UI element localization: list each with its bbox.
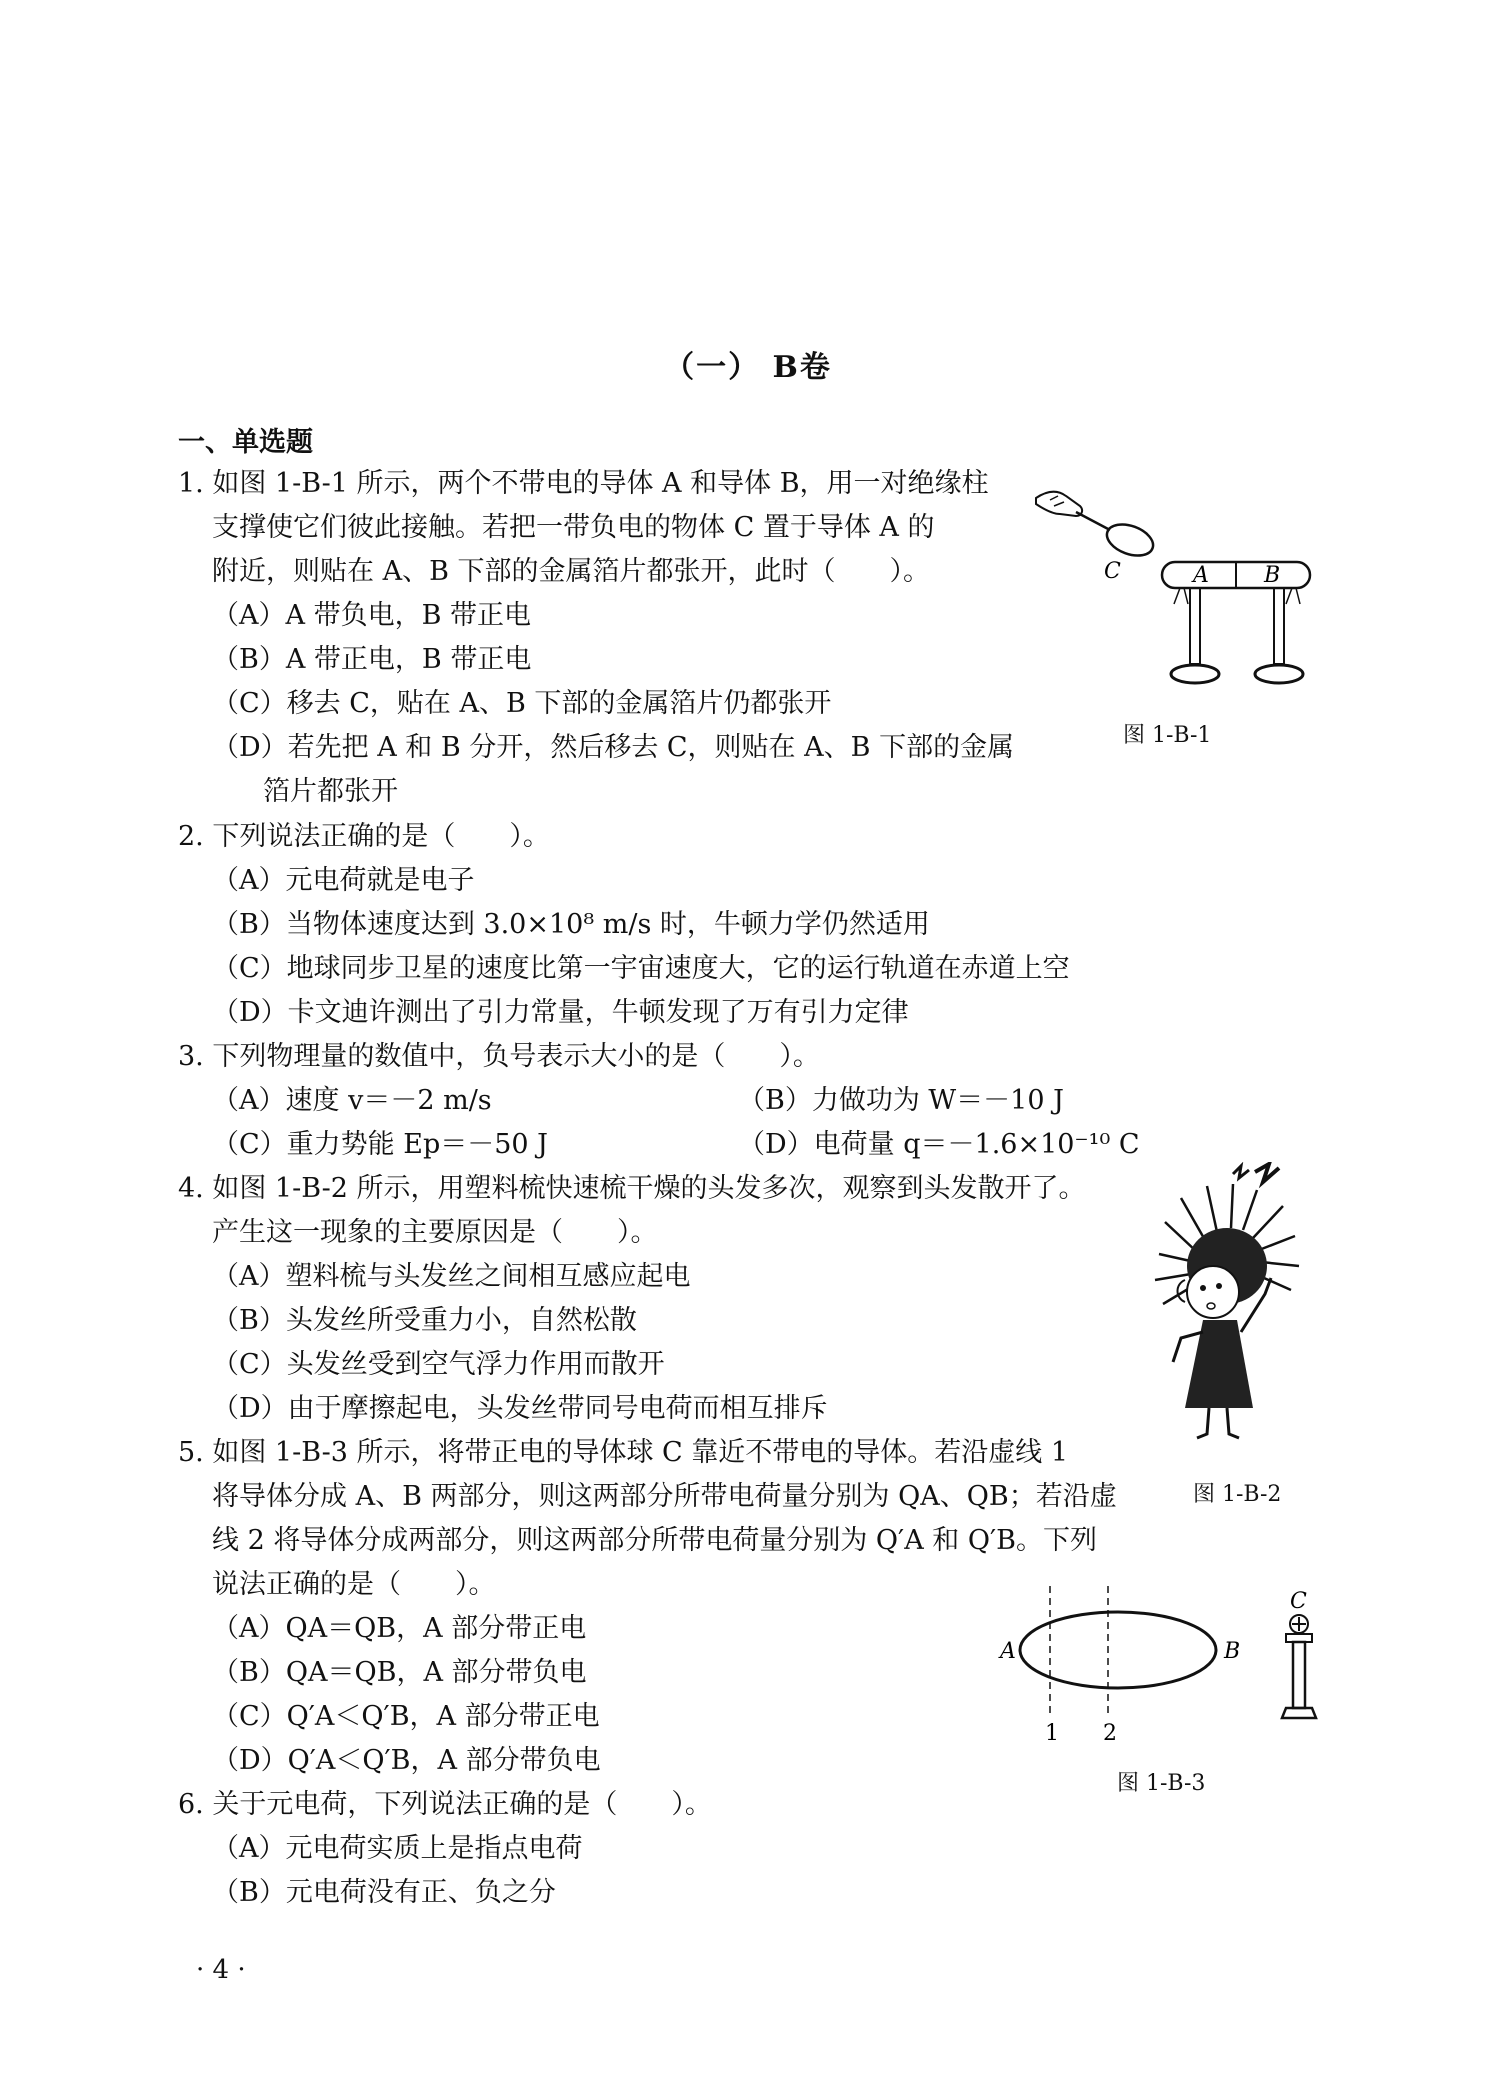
question-4-line-2: 产生这一现象的主要原因是（ ）。: [212, 1217, 658, 1248]
figure-1-b-3: [990, 1582, 1360, 1742]
figure-1-b-2-caption: 图 1-B-2: [1193, 1482, 1282, 1507]
question-1-line-3: 附近，则贴在 A、B 下部的金属箔片都张开，此时（ ）。: [212, 556, 931, 587]
question-2-line-1: 2. 下列说法正确的是（ ）。: [178, 821, 550, 852]
question-3-option-d: （D）电荷量 q＝－1.6×10⁻¹⁰ C: [738, 1129, 1140, 1160]
question-2-option-b: （B）当物体速度达到 3.0×10⁸ m/s 时，牛顿力学仍然适用: [212, 909, 930, 940]
question-5-line-3: 线 2 将导体分成两部分，则这两部分所带电荷量分别为 Q′A 和 Q′B。下列: [212, 1525, 1097, 1556]
label-b: B: [1264, 563, 1281, 588]
question-1-option-a: （A）A 带负电，B 带正电: [212, 600, 532, 631]
question-6-line-1: 6. 关于元电荷，下列说法正确的是（ ）。: [178, 1789, 712, 1820]
question-5-option-c: （C）Q′A＜Q′B，A 部分带正电: [212, 1701, 600, 1732]
question-3-option-a: （A）速度 v＝－2 m/s: [212, 1085, 492, 1116]
question-5-option-b: （B）QA＝QB，A 部分带负电: [212, 1657, 587, 1688]
question-2-option-a: （A）元电荷就是电子: [212, 865, 475, 896]
question-6-option-a: （A）元电荷实质上是指点电荷: [212, 1833, 583, 1864]
question-5-option-a: （A）QA＝QB，A 部分带正电: [212, 1613, 587, 1644]
label-b: B: [1224, 1639, 1241, 1664]
figure-1-b-3-caption: 图 1-B-3: [1117, 1771, 1206, 1796]
label-c: C: [1104, 559, 1121, 584]
label-a: A: [1000, 1639, 1016, 1664]
question-3-option-b: （B）力做功为 W＝－10 J: [738, 1085, 1064, 1116]
charged-ring-c: [1103, 519, 1158, 562]
page-number: · 4 ·: [196, 1955, 246, 1985]
question-5-option-d: （D）Q′A＜Q′B，A 部分带负电: [212, 1745, 601, 1776]
page-title: （一） B卷: [664, 350, 832, 385]
question-4-line-1: 4. 如图 1-B-2 所示，用塑料梳快速梳干燥的头发多次，观察到头发散开了。: [178, 1173, 1086, 1204]
label-a: A: [1193, 563, 1209, 588]
section-heading: 一、单选题: [178, 427, 313, 458]
question-2-option-d: （D）卡文迪许测出了引力常量，牛顿发现了万有引力定律: [212, 997, 909, 1028]
label-line-2: 2: [1103, 1721, 1117, 1742]
figure-1-b-1-caption: 图 1-B-1: [1123, 723, 1212, 748]
question-4-option-d: （D）由于摩擦起电，头发丝带同号电荷而相互排斥: [212, 1393, 828, 1424]
figure-1-b-1: [1030, 478, 1320, 693]
question-1-option-d: （D）若先把 A 和 B 分开，然后移去 C，则贴在 A、B 下部的金属: [212, 732, 1015, 763]
question-1-line-1: 1. 如图 1-B-1 所示，两个不带电的导体 A 和导体 B，用一对绝缘柱: [178, 468, 989, 499]
question-1-option-d-cont: 箔片都张开: [263, 776, 398, 807]
question-5-line-1: 5. 如图 1-B-3 所示，将带正电的导体球 C 靠近不带电的导体。若沿虚线 1: [178, 1437, 1069, 1468]
question-1-option-c: （C）移去 C，贴在 A、B 下部的金属箔片仍都张开: [212, 688, 832, 719]
question-4-option-a: （A）塑料梳与头发丝之间相互感应起电: [212, 1261, 691, 1292]
face: [1187, 1266, 1239, 1318]
question-4-option-c: （C）头发丝受到空气浮力作用而散开: [212, 1349, 665, 1380]
question-5-line-4: 说法正确的是（ ）。: [212, 1569, 496, 1600]
insulating-handle: [1076, 512, 1110, 530]
question-1-option-b: （B）A 带正电，B 带正电: [212, 644, 532, 675]
question-2-option-c: （C）地球同步卫星的速度比第一宇宙速度大，它的运行轨道在赤道上空: [212, 953, 1070, 984]
label-c: C: [1290, 1589, 1307, 1614]
question-5-line-2: 将导体分成 A、B 两部分，则这两部分所带电荷量分别为 QA、QB；若沿虚: [212, 1481, 1117, 1512]
figure-1-b-2: [1145, 1162, 1330, 1452]
question-6-option-b: （B）元电荷没有正、负之分: [212, 1877, 556, 1908]
label-line-1: 1: [1045, 1721, 1059, 1742]
question-1-line-2: 支撑使它们彼此接触。若把一带负电的物体 C 置于导体 A 的: [212, 512, 935, 543]
question-3-option-c: （C）重力势能 Ep＝－50 J: [212, 1129, 548, 1160]
question-3-line-1: 3. 下列物理量的数值中，负号表示大小的是（ ）。: [178, 1041, 820, 1072]
question-4-option-b: （B）头发丝所受重力小，自然松散: [212, 1305, 637, 1336]
